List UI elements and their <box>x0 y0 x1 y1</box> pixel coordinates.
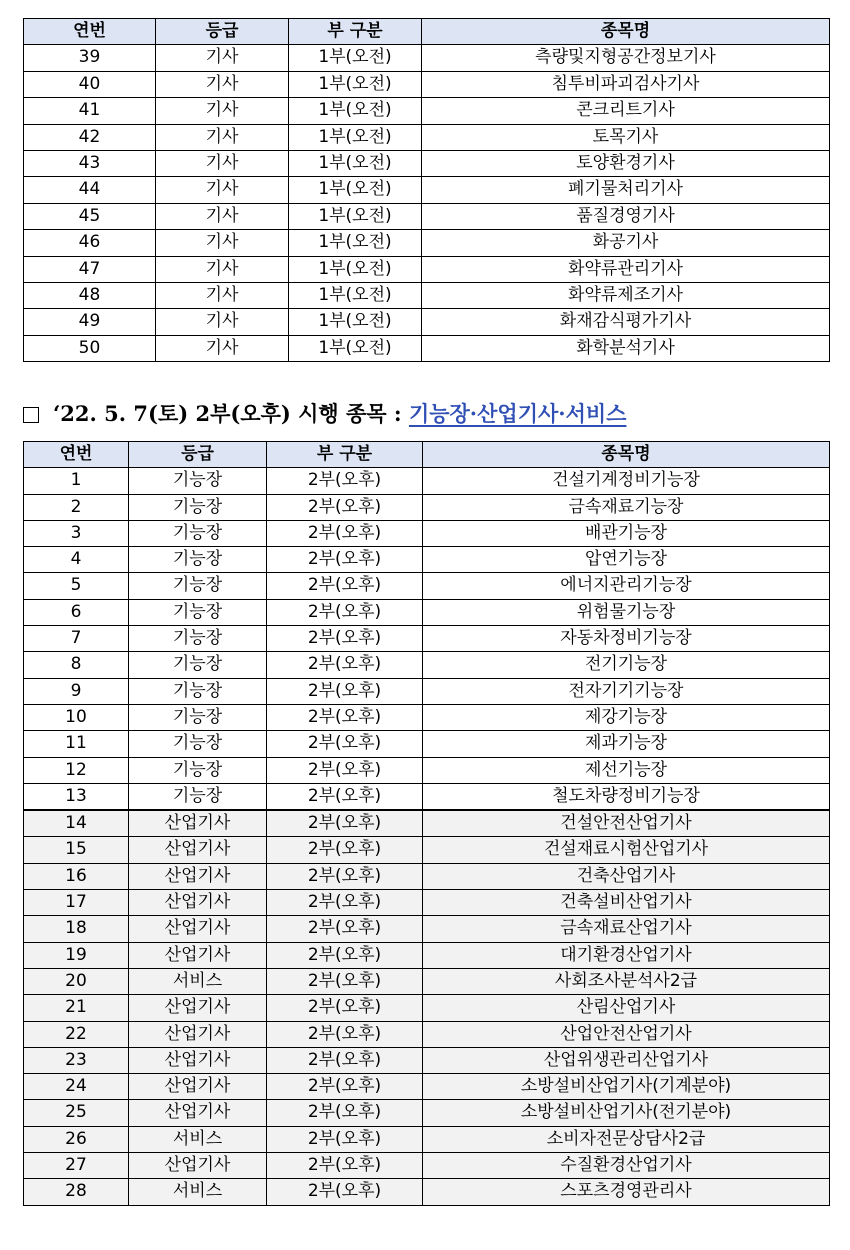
cell-session: 2부(오후) <box>267 890 423 916</box>
cell-grade: 기사 <box>156 124 289 150</box>
cell-subject: 화약류관리기사 <box>422 256 830 282</box>
cell-number: 26 <box>24 1126 129 1152</box>
section-heading-text: ‘22. 5. 7(토) 2부(오후) 시행 종목 : <box>53 401 409 426</box>
cell-grade: 기능장 <box>129 704 267 730</box>
cell-number: 4 <box>24 547 129 573</box>
cell-subject: 산업안전산업기사 <box>423 1021 830 1047</box>
cell-session: 1부(오전) <box>289 71 422 97</box>
cell-subject: 건설기계정비기능장 <box>423 468 830 494</box>
cell-session: 2부(오후) <box>267 1047 423 1073</box>
cell-subject: 산업위생관리산업기사 <box>423 1047 830 1073</box>
cell-subject: 제선기능장 <box>423 757 830 783</box>
cell-session: 2부(오후) <box>267 626 423 652</box>
cell-session: 2부(오후) <box>267 652 423 678</box>
cell-number: 41 <box>24 98 156 124</box>
cell-grade: 기능장 <box>129 783 267 810</box>
table-row <box>24 757 830 783</box>
cell-subject: 압연기능장 <box>423 547 830 573</box>
cell-session: 2부(오후) <box>267 731 423 757</box>
table-row <box>24 494 830 520</box>
cell-grade: 기능장 <box>129 494 267 520</box>
cell-session: 2부(오후) <box>267 599 423 625</box>
cell-subject: 화약류제조기사 <box>422 283 830 309</box>
table-row <box>24 1021 830 1047</box>
section-heading <box>23 398 829 430</box>
cell-grade: 산업기사 <box>129 837 267 863</box>
cell-subject: 소방설비산업기사(기계분야) <box>423 1074 830 1100</box>
table-row <box>24 863 830 889</box>
col-header-session: 부 구분 <box>267 442 423 468</box>
cell-session: 2부(오후) <box>267 995 423 1021</box>
table-row <box>24 203 830 229</box>
cell-number: 16 <box>24 863 129 889</box>
cell-session: 2부(오후) <box>267 1153 423 1179</box>
cell-subject: 화학분석기사 <box>422 335 830 361</box>
cell-session: 2부(오후) <box>267 942 423 968</box>
cell-subject: 대기환경산업기사 <box>423 942 830 968</box>
cell-number: 23 <box>24 1047 129 1073</box>
table-row <box>24 1153 830 1179</box>
cell-subject: 건설재료시험산업기사 <box>423 837 830 863</box>
table-row <box>24 468 830 494</box>
cell-subject: 건축설비산업기사 <box>423 890 830 916</box>
cell-subject: 폐기물처리기사 <box>422 177 830 203</box>
cell-number: 2 <box>24 494 129 520</box>
cell-number: 25 <box>24 1100 129 1126</box>
table-row <box>24 520 830 546</box>
cell-session: 1부(오전) <box>289 124 422 150</box>
cell-grade: 산업기사 <box>129 1021 267 1047</box>
table-row <box>24 783 830 810</box>
table-row <box>24 177 830 203</box>
table-header-row <box>24 442 830 468</box>
table-row <box>24 704 830 730</box>
cell-session: 2부(오후) <box>267 1126 423 1152</box>
cell-session: 2부(오후) <box>267 1179 423 1205</box>
table-row <box>24 731 830 757</box>
cell-number: 6 <box>24 599 129 625</box>
cell-number: 45 <box>24 203 156 229</box>
table-row <box>24 678 830 704</box>
table-row <box>24 810 830 837</box>
cell-grade: 서비스 <box>129 1126 267 1152</box>
table-row <box>24 124 830 150</box>
cell-number: 20 <box>24 968 129 994</box>
col-header-subject: 종목명 <box>422 19 830 45</box>
cell-subject: 전기기능장 <box>423 652 830 678</box>
cell-subject: 화공기사 <box>422 230 830 256</box>
cell-session: 1부(오전) <box>289 230 422 256</box>
cell-grade: 기능장 <box>129 599 267 625</box>
cell-grade: 기능장 <box>129 468 267 494</box>
cell-number: 43 <box>24 151 156 177</box>
cell-session: 1부(오전) <box>289 309 422 335</box>
cell-subject: 에너지관리기능장 <box>423 573 830 599</box>
table-row <box>24 283 830 309</box>
table-row <box>24 309 830 335</box>
cell-subject: 산림산업기사 <box>423 995 830 1021</box>
cell-session: 1부(오전) <box>289 177 422 203</box>
cell-grade: 기능장 <box>129 757 267 783</box>
cell-subject: 위험물기능장 <box>423 599 830 625</box>
cell-session: 2부(오후) <box>267 863 423 889</box>
table-row <box>24 995 830 1021</box>
cell-number: 5 <box>24 573 129 599</box>
cell-session: 2부(오후) <box>267 968 423 994</box>
cell-grade: 기능장 <box>129 731 267 757</box>
cell-subject: 자동차정비기능장 <box>423 626 830 652</box>
cell-session: 2부(오후) <box>267 837 423 863</box>
cell-session: 1부(오전) <box>289 283 422 309</box>
cell-session: 2부(오후) <box>267 520 423 546</box>
cell-subject: 제과기능장 <box>423 731 830 757</box>
cell-session: 2부(오후) <box>267 810 423 837</box>
cell-grade: 산업기사 <box>129 916 267 942</box>
table-row <box>24 573 830 599</box>
table-row <box>24 626 830 652</box>
cell-subject: 사회조사분석사2급 <box>423 968 830 994</box>
cell-number: 7 <box>24 626 129 652</box>
table-row <box>24 547 830 573</box>
checkbox-square-icon <box>23 407 39 423</box>
cell-grade: 서비스 <box>129 1179 267 1205</box>
cell-grade: 기사 <box>156 71 289 97</box>
cell-session: 2부(오후) <box>267 494 423 520</box>
cell-session: 1부(오전) <box>289 203 422 229</box>
cell-grade: 기능장 <box>129 520 267 546</box>
cell-number: 40 <box>24 71 156 97</box>
cell-grade: 산업기사 <box>129 810 267 837</box>
cell-grade: 산업기사 <box>129 863 267 889</box>
cell-number: 9 <box>24 678 129 704</box>
cell-number: 18 <box>24 916 129 942</box>
cell-session: 2부(오후) <box>267 573 423 599</box>
cell-number: 48 <box>24 283 156 309</box>
cell-session: 1부(오전) <box>289 151 422 177</box>
cell-session: 2부(오후) <box>267 704 423 730</box>
table-row <box>24 968 830 994</box>
table-header-row <box>24 19 830 45</box>
cell-grade: 기능장 <box>129 652 267 678</box>
cell-session: 2부(오후) <box>267 678 423 704</box>
cell-number: 1 <box>24 468 129 494</box>
col-header-grade: 등급 <box>156 19 289 45</box>
cell-number: 3 <box>24 520 129 546</box>
col-header-session: 부 구분 <box>289 19 422 45</box>
cell-number: 17 <box>24 890 129 916</box>
cell-subject: 토양환경기사 <box>422 151 830 177</box>
table-row <box>24 45 830 71</box>
cell-number: 22 <box>24 1021 129 1047</box>
table-row <box>24 652 830 678</box>
cell-number: 44 <box>24 177 156 203</box>
cell-session: 1부(오전) <box>289 256 422 282</box>
cell-subject: 건축산업기사 <box>423 863 830 889</box>
cell-session: 2부(오후) <box>267 547 423 573</box>
cell-subject: 스포츠경영관리사 <box>423 1179 830 1205</box>
cell-grade: 산업기사 <box>129 1047 267 1073</box>
cell-grade: 산업기사 <box>129 942 267 968</box>
table-row <box>24 71 830 97</box>
cell-number: 10 <box>24 704 129 730</box>
cell-subject: 금속재료산업기사 <box>423 916 830 942</box>
cell-session: 2부(오후) <box>267 1021 423 1047</box>
table-row <box>24 1179 830 1205</box>
table-row <box>24 837 830 863</box>
cell-grade: 서비스 <box>129 968 267 994</box>
exam-table-afternoon <box>23 441 830 1206</box>
col-header-subject: 종목명 <box>423 442 830 468</box>
cell-number: 50 <box>24 335 156 361</box>
table-row <box>24 1047 830 1073</box>
cell-grade: 기능장 <box>129 678 267 704</box>
cell-subject: 수질환경산업기사 <box>423 1153 830 1179</box>
cell-number: 47 <box>24 256 156 282</box>
table-body <box>24 45 830 362</box>
cell-session: 1부(오전) <box>289 98 422 124</box>
table-row <box>24 599 830 625</box>
cell-number: 39 <box>24 45 156 71</box>
cell-session: 2부(오후) <box>267 468 423 494</box>
exam-table-morning <box>23 18 830 362</box>
table-row <box>24 942 830 968</box>
cell-session: 2부(오후) <box>267 783 423 810</box>
cell-number: 24 <box>24 1074 129 1100</box>
cell-grade: 기사 <box>156 230 289 256</box>
table-body <box>24 468 830 1205</box>
table-row <box>24 256 830 282</box>
cell-subject: 품질경영기사 <box>422 203 830 229</box>
table-row <box>24 151 830 177</box>
cell-grade: 기사 <box>156 151 289 177</box>
cell-subject: 제강기능장 <box>423 704 830 730</box>
cell-number: 27 <box>24 1153 129 1179</box>
cell-subject: 배관기능장 <box>423 520 830 546</box>
col-header-grade: 등급 <box>129 442 267 468</box>
cell-subject: 전자기기기능장 <box>423 678 830 704</box>
cell-subject: 침투비파괴검사기사 <box>422 71 830 97</box>
cell-grade: 기사 <box>156 98 289 124</box>
table-row <box>24 1074 830 1100</box>
cell-grade: 기사 <box>156 335 289 361</box>
table-row <box>24 890 830 916</box>
cell-grade: 산업기사 <box>129 890 267 916</box>
cell-subject: 화재감식평가기사 <box>422 309 830 335</box>
cell-subject: 철도차량정비기능장 <box>423 783 830 810</box>
section-heading-highlight: 기능장·산업기사·서비스 <box>408 401 627 426</box>
cell-number: 15 <box>24 837 129 863</box>
cell-grade: 기능장 <box>129 626 267 652</box>
cell-grade: 기사 <box>156 309 289 335</box>
cell-number: 13 <box>24 783 129 810</box>
cell-session: 1부(오전) <box>289 45 422 71</box>
cell-number: 46 <box>24 230 156 256</box>
table-row <box>24 916 830 942</box>
cell-subject: 토목기사 <box>422 124 830 150</box>
cell-number: 19 <box>24 942 129 968</box>
cell-subject: 건설안전산업기사 <box>423 810 830 837</box>
cell-session: 2부(오후) <box>267 1074 423 1100</box>
col-header-number: 연번 <box>24 442 129 468</box>
cell-session: 2부(오후) <box>267 1100 423 1126</box>
cell-session: 2부(오후) <box>267 757 423 783</box>
cell-subject: 금속재료기능장 <box>423 494 830 520</box>
cell-session: 2부(오후) <box>267 916 423 942</box>
cell-subject: 측량및지형공간정보기사 <box>422 45 830 71</box>
cell-grade: 기사 <box>156 283 289 309</box>
cell-grade: 산업기사 <box>129 1074 267 1100</box>
cell-grade: 산업기사 <box>129 1100 267 1126</box>
table-row <box>24 335 830 361</box>
cell-number: 49 <box>24 309 156 335</box>
cell-grade: 기능장 <box>129 547 267 573</box>
table-row <box>24 1100 830 1126</box>
cell-session: 1부(오전) <box>289 335 422 361</box>
cell-number: 28 <box>24 1179 129 1205</box>
cell-grade: 기사 <box>156 256 289 282</box>
cell-number: 14 <box>24 810 129 837</box>
cell-subject: 소비자전문상담사2급 <box>423 1126 830 1152</box>
cell-grade: 기능장 <box>129 573 267 599</box>
table-row <box>24 230 830 256</box>
cell-grade: 기사 <box>156 177 289 203</box>
col-header-number: 연번 <box>24 19 156 45</box>
cell-number: 42 <box>24 124 156 150</box>
cell-number: 12 <box>24 757 129 783</box>
cell-grade: 산업기사 <box>129 995 267 1021</box>
cell-number: 8 <box>24 652 129 678</box>
cell-number: 11 <box>24 731 129 757</box>
cell-grade: 기사 <box>156 203 289 229</box>
cell-grade: 산업기사 <box>129 1153 267 1179</box>
cell-subject: 콘크리트기사 <box>422 98 830 124</box>
table-row <box>24 98 830 124</box>
cell-subject: 소방설비산업기사(전기분야) <box>423 1100 830 1126</box>
table-row <box>24 1126 830 1152</box>
cell-grade: 기사 <box>156 45 289 71</box>
cell-number: 21 <box>24 995 129 1021</box>
